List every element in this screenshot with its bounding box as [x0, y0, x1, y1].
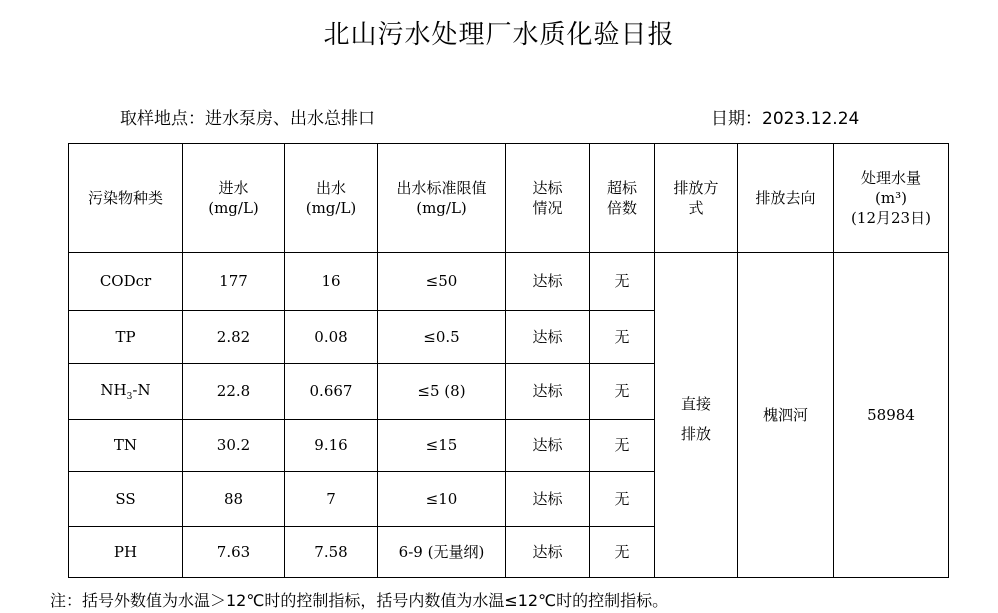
- effluent-value: 0.08: [285, 311, 378, 364]
- influent-value: 22.8: [183, 364, 285, 420]
- exceed-multiple: 无: [590, 311, 655, 364]
- sampling-location: 取样地点：进水泵房、出水总排口: [120, 109, 375, 129]
- pollutant-name: SS: [69, 472, 183, 527]
- exceed-multiple: 无: [590, 420, 655, 472]
- compliance-status: 达标: [506, 420, 590, 472]
- header-compliance: 达标 情况: [506, 144, 590, 253]
- pollutant-name: $NH_3-N$: [69, 364, 183, 420]
- influent-value: 177: [183, 253, 285, 311]
- header-treated-volume: 处理水量 (m³) (12月23日): [834, 144, 949, 253]
- treated-volume: 58984: [834, 253, 949, 578]
- influent-value: 2.82: [183, 311, 285, 364]
- footnote: 注：括号外数值为水温＞12℃时的控制指标，括号内数值为水温≤12℃时的控制指标。: [50, 591, 669, 610]
- limit-value: ≤10: [378, 472, 506, 527]
- header-pollutant: 污染物种类: [69, 144, 183, 253]
- limit-value: ≤0.5: [378, 311, 506, 364]
- exceed-multiple: 无: [590, 472, 655, 527]
- effluent-value: 7: [285, 472, 378, 527]
- effluent-value: 0.667: [285, 364, 378, 420]
- effluent-value: 7.58: [285, 527, 378, 578]
- pollutant-name: CODcr: [69, 253, 183, 311]
- water-quality-table: [68, 143, 949, 578]
- compliance-status: 达标: [506, 311, 590, 364]
- effluent-value: 16: [285, 253, 378, 311]
- header-discharge-method: 排放方 式: [655, 144, 738, 253]
- header-row: [69, 144, 949, 253]
- report-title: 北山污水处理厂水质化验日报: [323, 20, 675, 50]
- report-date: 日期：2023.12.24: [711, 109, 860, 129]
- pollutant-name: TN: [69, 420, 183, 472]
- exceed-multiple: 无: [590, 364, 655, 420]
- limit-value: ≤50: [378, 253, 506, 311]
- discharge-destination: 槐泗河: [738, 253, 834, 578]
- influent-value: 30.2: [183, 420, 285, 472]
- exceed-multiple: 无: [590, 253, 655, 311]
- exceed-multiple: 无: [590, 527, 655, 578]
- header-discharge-destination: 排放去向: [738, 144, 834, 253]
- limit-value: 6-9 (无量纲): [378, 527, 506, 578]
- header-exceed: 超标 倍数: [590, 144, 655, 253]
- header-limit: 出水标准限值 (mg/L): [378, 144, 506, 253]
- effluent-value: 9.16: [285, 420, 378, 472]
- header-effluent: 出水 (mg/L): [285, 144, 378, 253]
- table-row: [69, 253, 949, 311]
- compliance-status: 达标: [506, 472, 590, 527]
- pollutant-name: PH: [69, 527, 183, 578]
- compliance-status: 达标: [506, 527, 590, 578]
- header-influent: 进水 (mg/L): [183, 144, 285, 253]
- compliance-status: 达标: [506, 364, 590, 420]
- limit-value: ≤5 (8): [378, 364, 506, 420]
- influent-value: 88: [183, 472, 285, 527]
- limit-value: ≤15: [378, 420, 506, 472]
- discharge-method: 直接 排放: [655, 253, 738, 578]
- compliance-status: 达标: [506, 253, 590, 311]
- pollutant-name: TP: [69, 311, 183, 364]
- influent-value: 7.63: [183, 527, 285, 578]
